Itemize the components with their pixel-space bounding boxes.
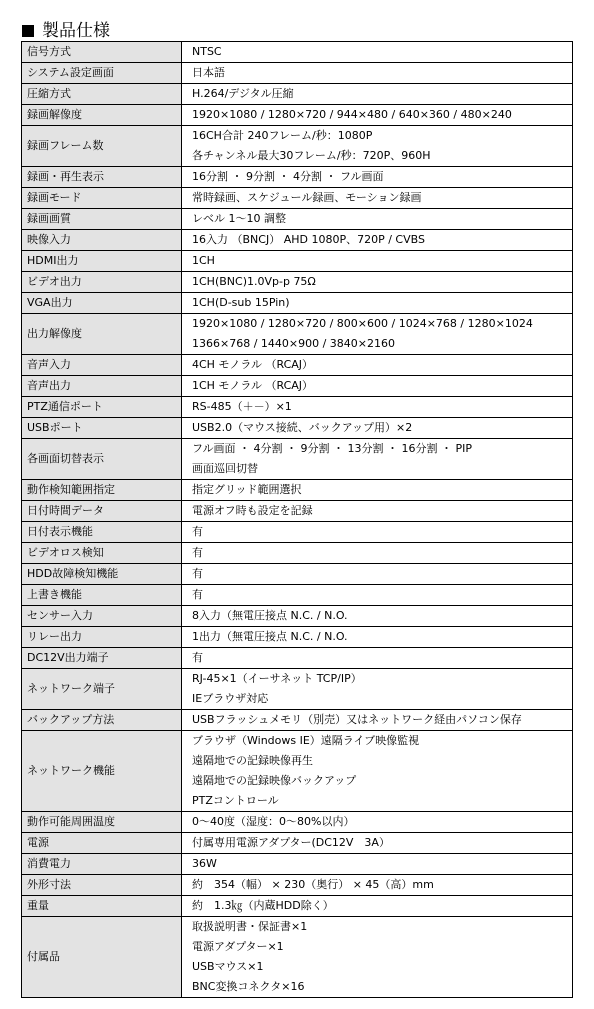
spec-label: 上書き機能 xyxy=(22,585,182,606)
spec-value-line: 8入力（無電圧接点 N.C. / N.O. xyxy=(192,609,348,622)
spec-row xyxy=(22,355,573,376)
spec-row xyxy=(22,63,573,84)
spec-value-line: NTSC xyxy=(192,45,222,58)
square-bullet-icon xyxy=(22,25,34,37)
spec-row xyxy=(22,710,573,731)
spec-value-line: 1CH(BNC)1.0Vp-p 75Ω xyxy=(192,275,316,288)
spec-value xyxy=(182,854,573,875)
spec-value-line: RS-485（＋－）×1 xyxy=(192,400,292,413)
spec-value-line: 付属専用電源アダプター(DC12V 3A） xyxy=(192,836,390,849)
spec-label: 信号方式 xyxy=(22,42,182,63)
spec-label: 圧縮方式 xyxy=(22,84,182,105)
section-title: 製品仕様 xyxy=(42,21,110,41)
spec-value xyxy=(182,188,573,209)
spec-row xyxy=(22,188,573,209)
spec-row xyxy=(22,896,573,917)
spec-row xyxy=(22,418,573,439)
spec-label: DC12V出力端子 xyxy=(22,648,182,669)
spec-row xyxy=(22,917,573,998)
spec-label: 録画フレーム数 xyxy=(22,126,182,167)
spec-table xyxy=(21,41,573,998)
spec-label: ビデオロス検知 xyxy=(22,543,182,564)
spec-value xyxy=(182,648,573,669)
spec-value-line: 各チャンネル最大30フレーム/秒：720P、960H xyxy=(192,149,431,162)
spec-row xyxy=(22,731,573,812)
spec-row xyxy=(22,854,573,875)
spec-value-line: 0〜40度（湿度：0〜80%以内） xyxy=(192,815,355,828)
spec-label: 録画解像度 xyxy=(22,105,182,126)
spec-value-line: 画面巡回切替 xyxy=(192,462,258,475)
spec-label: 日付表示機能 xyxy=(22,522,182,543)
spec-value-line: PTZコントロール xyxy=(192,794,279,807)
spec-value-line: フル画面 ・ 4分割 ・ 9分割 ・ 13分割 ・ 16分割 ・ PIP xyxy=(192,442,473,455)
spec-value xyxy=(182,439,573,480)
spec-value xyxy=(182,543,573,564)
spec-value-line: 36W xyxy=(192,857,217,870)
spec-value-line: 遠隔地での記録映像再生 xyxy=(192,754,313,767)
spec-label: 録画・再生表示 xyxy=(22,167,182,188)
spec-value-line: IEブラウザ対応 xyxy=(192,692,269,705)
spec-value-line: 1出力（無電圧接点 N.C. / N.O. xyxy=(192,630,348,643)
spec-value-line: H.264/デジタル圧縮 xyxy=(192,87,294,100)
spec-value xyxy=(182,522,573,543)
spec-value xyxy=(182,355,573,376)
spec-value xyxy=(182,42,573,63)
spec-value-line: 1366×768 / 1440×900 / 3840×2160 xyxy=(192,337,396,350)
spec-label: 日付時間データ xyxy=(22,501,182,522)
spec-value xyxy=(182,251,573,272)
spec-value xyxy=(182,812,573,833)
spec-value-line: 遠隔地での記録映像バックアップ xyxy=(192,774,357,787)
spec-row xyxy=(22,293,573,314)
spec-value xyxy=(182,564,573,585)
spec-value-line: 16入力 （BNCJ） AHD 1080P、720P / CVBS xyxy=(192,233,425,246)
spec-value-line: 16分割 ・ 9分割 ・ 4分割 ・ フル画面 xyxy=(192,170,384,183)
spec-value xyxy=(182,314,573,355)
spec-value xyxy=(182,710,573,731)
spec-label: センサー入力 xyxy=(22,606,182,627)
spec-label: 録画画質 xyxy=(22,209,182,230)
spec-value-line: 常時録画、スケジュール録画、モーション録画 xyxy=(192,191,422,204)
spec-value xyxy=(182,293,573,314)
spec-value-line: 電源アダプター×1 xyxy=(192,940,284,953)
spec-label: USBポート xyxy=(22,418,182,439)
spec-value xyxy=(182,480,573,501)
spec-label: HDD故障検知機能 xyxy=(22,564,182,585)
spec-value xyxy=(182,833,573,854)
spec-row xyxy=(22,84,573,105)
spec-row xyxy=(22,251,573,272)
spec-label: PTZ通信ポート xyxy=(22,397,182,418)
spec-row xyxy=(22,833,573,854)
spec-value-line: USBフラッシュメモリ（別売）又はネットワーク経由パソコン保存 xyxy=(192,713,522,726)
spec-label: 音声入力 xyxy=(22,355,182,376)
spec-row xyxy=(22,209,573,230)
spec-value-line: 約 1.3㎏（内蔵HDD除く） xyxy=(192,899,334,912)
spec-value-line: 日本語 xyxy=(192,66,225,79)
spec-row xyxy=(22,42,573,63)
spec-value xyxy=(182,669,573,710)
section-heading xyxy=(22,20,110,42)
spec-value xyxy=(182,126,573,167)
spec-value-line: 4CH モノラル （RCAJ） xyxy=(192,358,314,371)
spec-value-line: 有 xyxy=(192,651,203,664)
spec-row xyxy=(22,480,573,501)
spec-row xyxy=(22,812,573,833)
spec-value-line: 有 xyxy=(192,525,203,538)
spec-label: 出力解像度 xyxy=(22,314,182,355)
spec-value-line: USBマウス×1 xyxy=(192,960,264,973)
spec-value-line: 1CH モノラル （RCAJ） xyxy=(192,379,314,392)
spec-label: 動作検知範囲指定 xyxy=(22,480,182,501)
spec-value xyxy=(182,84,573,105)
spec-value xyxy=(182,105,573,126)
spec-label: バックアップ方法 xyxy=(22,710,182,731)
spec-value xyxy=(182,272,573,293)
spec-value-line: 指定グリッド範囲選択 xyxy=(192,483,302,496)
spec-row xyxy=(22,585,573,606)
spec-value xyxy=(182,917,573,998)
spec-value xyxy=(182,376,573,397)
spec-row xyxy=(22,875,573,896)
spec-row xyxy=(22,606,573,627)
spec-label: 付属品 xyxy=(22,917,182,998)
spec-value xyxy=(182,397,573,418)
spec-value-line: USB2.0（マウス接続、バックアップ用）×2 xyxy=(192,421,413,434)
spec-row xyxy=(22,126,573,167)
spec-row xyxy=(22,397,573,418)
spec-value-line: ブラウザ（Windows IE）遠隔ライブ映像監視 xyxy=(192,734,420,747)
spec-row xyxy=(22,314,573,355)
spec-value xyxy=(182,731,573,812)
spec-label: ビデオ出力 xyxy=(22,272,182,293)
spec-label: VGA出力 xyxy=(22,293,182,314)
spec-value-line: 1920×1080 / 1280×720 / 800×600 / 1024×768 / 1280×1024 xyxy=(192,317,533,330)
spec-value xyxy=(182,585,573,606)
spec-value-line: 有 xyxy=(192,588,203,601)
spec-row xyxy=(22,272,573,293)
spec-row xyxy=(22,648,573,669)
spec-label: HDMI出力 xyxy=(22,251,182,272)
spec-label: ネットワーク端子 xyxy=(22,669,182,710)
spec-row xyxy=(22,543,573,564)
spec-value xyxy=(182,875,573,896)
spec-value-line: 電源オフ時も設定を記録 xyxy=(192,504,313,517)
spec-value-line: 1920×1080 / 1280×720 / 944×480 / 640×360 / 480×240 xyxy=(192,108,512,121)
spec-value xyxy=(182,209,573,230)
spec-row xyxy=(22,439,573,480)
spec-value-line: RJ-45×1（イーサネット TCP/IP） xyxy=(192,672,362,685)
spec-value-line: 約 354（幅） × 230（奥行） × 45（高）mm xyxy=(192,878,434,891)
spec-row xyxy=(22,105,573,126)
spec-value xyxy=(182,501,573,522)
spec-value-line: 有 xyxy=(192,546,203,559)
spec-value-line: 1CH xyxy=(192,254,215,267)
spec-row xyxy=(22,376,573,397)
spec-value xyxy=(182,896,573,917)
spec-label: 外形寸法 xyxy=(22,875,182,896)
spec-value-line: 1CH(D-sub 15Pin) xyxy=(192,296,290,309)
spec-label: 重量 xyxy=(22,896,182,917)
spec-value-line: 取扱説明書・保証書×1 xyxy=(192,920,308,933)
spec-label: ネットワーク機能 xyxy=(22,731,182,812)
spec-row xyxy=(22,564,573,585)
spec-label: 音声出力 xyxy=(22,376,182,397)
spec-value xyxy=(182,63,573,84)
spec-row xyxy=(22,230,573,251)
spec-label: リレー出力 xyxy=(22,627,182,648)
spec-value xyxy=(182,230,573,251)
spec-row xyxy=(22,501,573,522)
spec-value xyxy=(182,167,573,188)
spec-value xyxy=(182,627,573,648)
spec-label: 各画面切替表示 xyxy=(22,439,182,480)
spec-label: 映像入力 xyxy=(22,230,182,251)
spec-row xyxy=(22,627,573,648)
spec-label: 動作可能周囲温度 xyxy=(22,812,182,833)
spec-label: システム設定画面 xyxy=(22,63,182,84)
spec-value xyxy=(182,418,573,439)
spec-label: 消費電力 xyxy=(22,854,182,875)
spec-table-body xyxy=(22,42,573,998)
spec-row xyxy=(22,669,573,710)
spec-value-line: BNC変換コネクタ×16 xyxy=(192,980,305,993)
spec-row xyxy=(22,522,573,543)
spec-label: 電源 xyxy=(22,833,182,854)
spec-value-line: 有 xyxy=(192,567,203,580)
spec-value-line: レベル 1〜10 調整 xyxy=(192,212,286,225)
spec-label: 録画モード xyxy=(22,188,182,209)
spec-row xyxy=(22,167,573,188)
spec-value-line: 16CH合計 240フレーム/秒：1080P xyxy=(192,129,373,142)
spec-value xyxy=(182,606,573,627)
